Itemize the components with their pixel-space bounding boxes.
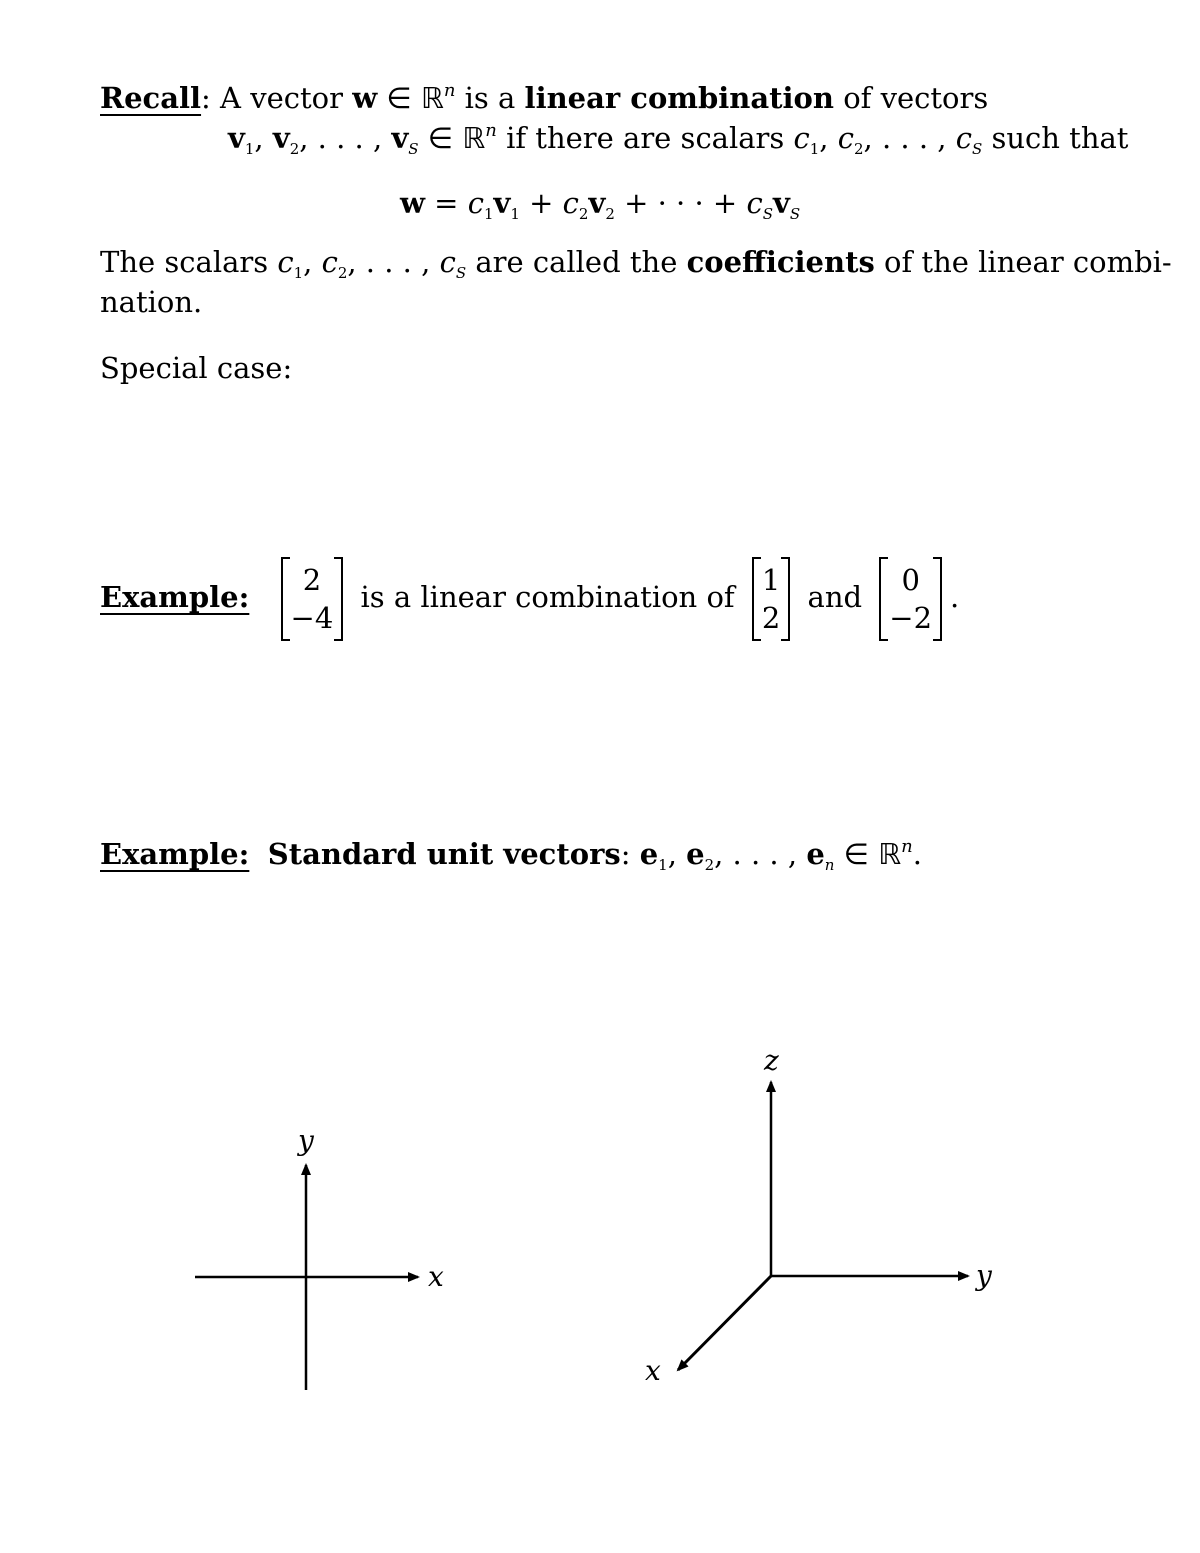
coefficients-text-1: The scalars <box>100 245 269 279</box>
example-1-heading: Example: <box>100 580 250 614</box>
z-label-3d: z <box>764 1044 779 1077</box>
vector-a: 2 −4 <box>281 561 344 637</box>
special-case-label: Special case: <box>100 351 293 385</box>
coefficients-text-3: of the linear combi- <box>884 245 1172 279</box>
y-label-2d: y <box>298 1124 314 1157</box>
in-rn: ∈ ℝ <box>386 81 444 115</box>
coefficients-line-2: nation. <box>100 285 203 319</box>
recall-text-3: of vectors <box>843 81 989 115</box>
axes-3d <box>645 1044 993 1387</box>
x-label-2d: x <box>428 1260 444 1293</box>
recall-line2-text: if there are scalars <box>506 121 785 155</box>
recall-text-2: is a <box>464 81 516 115</box>
vector-w: w <box>352 81 378 115</box>
example-1: Example: 2 −4 is a linear combination of 1 2 and 0 −2 . <box>100 563 960 635</box>
x-label-3d: x <box>645 1354 661 1387</box>
example-1-and: and <box>807 580 863 614</box>
coefficients-line-1: The scalars $c_1$, $c_2$, . . . , $c_S$ are called the coefficients of the linear combi- <box>100 245 1172 282</box>
recall-text-1: A vector <box>220 81 343 115</box>
axes-2d <box>195 1124 444 1390</box>
vector-b: 1 2 <box>752 561 790 637</box>
recall-line-2: $v_1$, $v_2$, . . . , $v_S$ ∈ ℝ$^n$ if there are scalars $c_1$, $c_2$, . . . , $c_S$ such that <box>228 120 1129 158</box>
coefficients-text-2: are called the <box>475 245 678 279</box>
example-2-heading: Example: <box>100 837 250 871</box>
vector-c: 0 −2 <box>879 561 942 637</box>
y-label-3d: y <box>976 1259 992 1292</box>
recall-line2-end: such that <box>991 121 1129 155</box>
x-axis-3d <box>678 1276 771 1370</box>
recall-heading: Recall <box>100 81 202 115</box>
linear-combination-term: linear combination <box>524 81 834 115</box>
example-2: Example: Standard unit vectors: $e_1$, $e_2$, . . . , $e_n$ ∈ ℝ$^n$. <box>100 836 922 874</box>
coefficients-term: coefficients <box>686 245 875 279</box>
rn-exponent: n <box>443 80 456 101</box>
recall-line-1: Recall: A vector w ∈ ℝ$^n$ is a linear combination of vectors <box>100 80 989 115</box>
example-1-middle-text: is a linear combination of <box>360 580 735 614</box>
linear-combination-equation: $w = c_1v_1 + c_2v_2$ + · · · + $c_Sv_S$ <box>400 186 801 223</box>
standard-unit-vectors-term: Standard unit vectors <box>267 837 621 871</box>
